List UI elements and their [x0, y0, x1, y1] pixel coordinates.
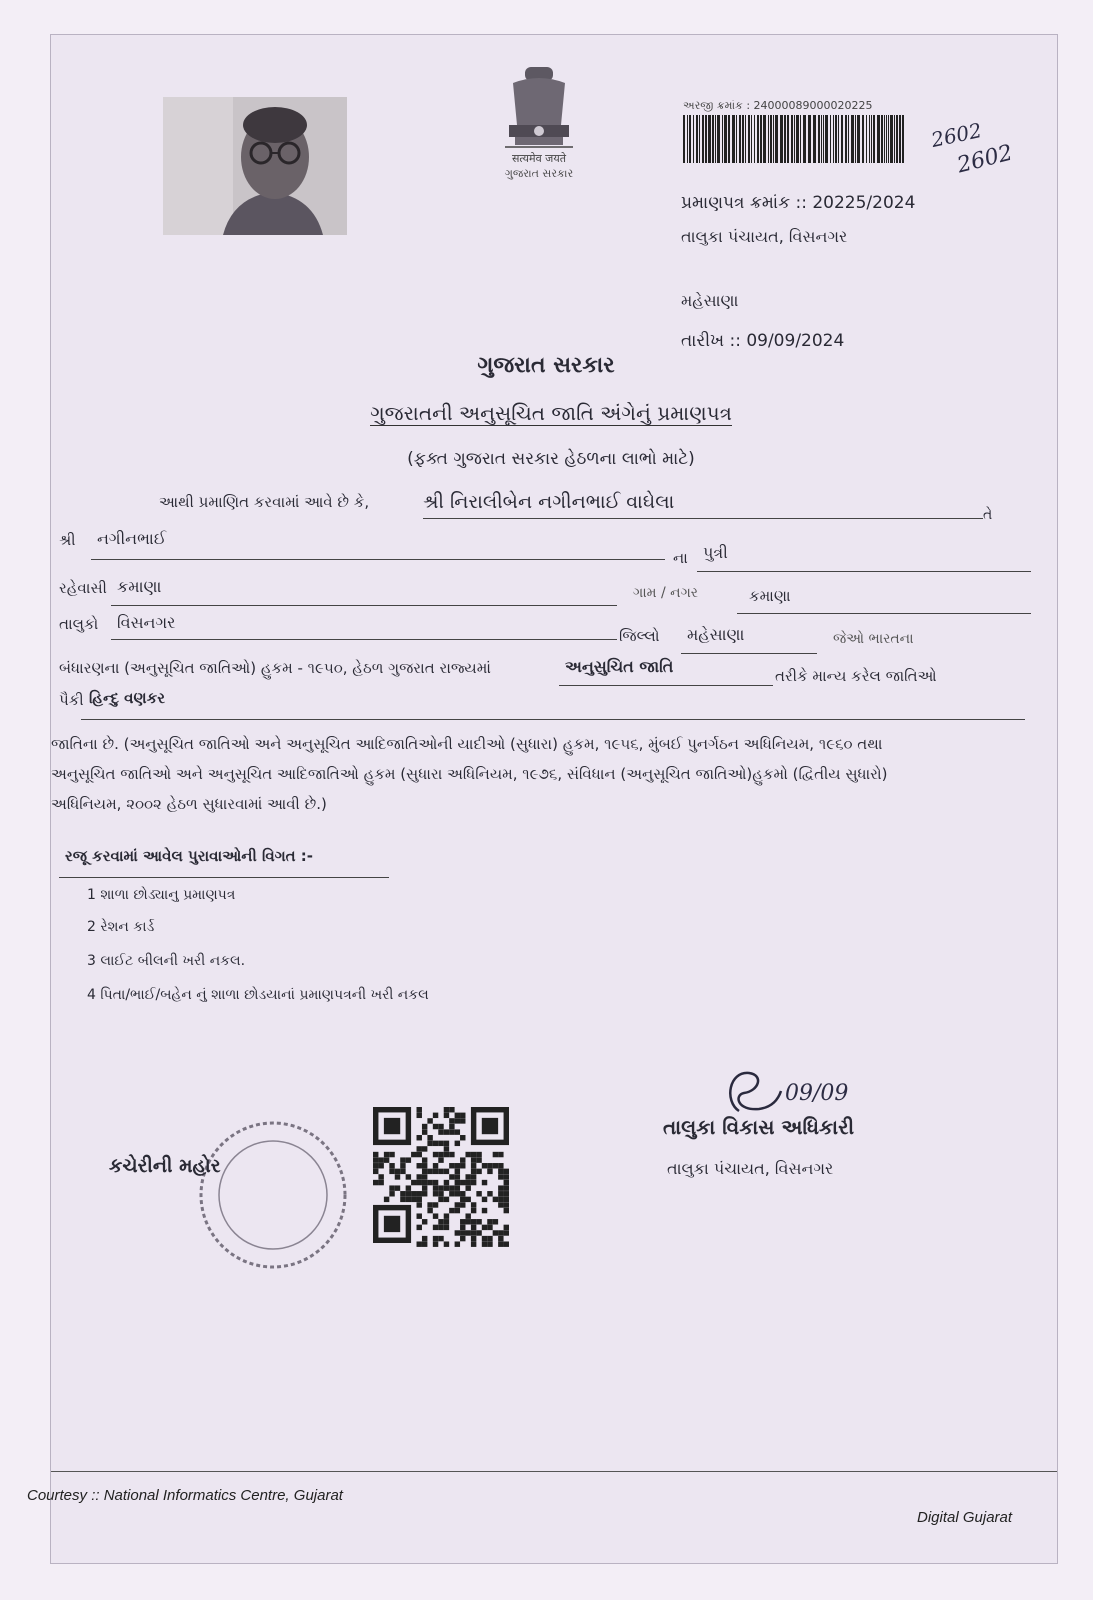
evidence-item-3: 3 લાઈટ બીલની ખરી નકલ.	[87, 953, 246, 969]
resident-label: રહેવાસી	[59, 579, 107, 597]
para-line-3: અધિનિયમ, ૨૦૦૨ હેઠળ સુધારવામાં આવી છે.)	[51, 795, 327, 813]
para-line-2: અનુસૂચિત જાતિઓ અને અનુસૂચિત આદિજાતિઓ હુકમ (સુધારા અધિનિયમ, ૧૯૭૬, સંવિધાન (અનુસૂચિત જાતિઓ)હુકમો (દ્વિતીય સુધારો)	[51, 765, 888, 783]
district-label: જિલ્લો	[619, 627, 660, 645]
certificate-office: તાલુકા પંચાયત, વિસનગર	[681, 227, 848, 246]
village-value: કમાણા	[749, 587, 791, 605]
emblem-motto: सत्यमेव जयते	[511, 152, 566, 165]
heading-subtitle: (ફક્ત ગુજરાત સરકાર હેઠળના લાભો માટે)	[407, 449, 695, 469]
seal-stamp-icon	[161, 1115, 351, 1275]
village-underline	[737, 613, 1031, 614]
among-label: પૈકી	[59, 691, 84, 709]
handwritten-number-2: 2602	[954, 140, 1016, 179]
district-value: મહેસાણા	[687, 625, 745, 644]
office-seal	[109, 1115, 351, 1275]
certificate-page	[27, 34, 1058, 1564]
evidence-heading: રજૂ કરવામાં આવેલ પુરાવાઓની વિગત :-	[65, 847, 314, 865]
legal-paragraph	[51, 729, 1021, 819]
applicant-photo	[163, 97, 347, 235]
constitution-text: બંધારણના (અનુસૂચિત જાતિઓ) હુકમ - ૧૯૫૦, હેઠળ ગુજરાત રાજ્યમાં	[59, 659, 491, 677]
shri-label: શ્રી	[59, 531, 76, 549]
heading-title-wrap	[311, 401, 791, 425]
resident-value: કમાણા	[117, 577, 162, 596]
father-name: નગીનભાઈ	[97, 529, 167, 548]
heading-government: ગુજરાત સરકાર	[477, 353, 615, 378]
state-emblem	[487, 63, 591, 203]
certify-prefix: આથી પ્રમાણિત કરવામાં આવે છે કે,	[159, 493, 370, 511]
india-text: જેઓ ભારતના	[833, 631, 914, 647]
relation-underline	[697, 571, 1031, 572]
certificate-date: તારીખ :: 09/09/2024	[681, 331, 845, 351]
footer-brand: Digital Gujarat	[917, 1509, 1013, 1526]
te-text: તે	[983, 507, 993, 523]
signatory-title: તાલુકા વિકાસ અધિકારી	[663, 1115, 855, 1139]
evidence-item-4: 4 પિતા/ભાઈ/બહેન નું શાળા છોડયાનાં પ્રમાણપત્રની ખરી નકલ	[87, 987, 429, 1003]
evidence-item-2: 2 રેશન કાર્ડ	[87, 919, 155, 935]
na-text: ના	[673, 549, 688, 567]
applicant-name: શ્રી નિરાલીબેન નગીનભાઈ વાઘેલા	[423, 491, 675, 513]
name-underline	[423, 518, 983, 519]
evidence-item-1: 1 શાળા છોડ્યાનુ પ્રમાણપત્ર	[87, 887, 236, 903]
signature-date: 09/09	[785, 1081, 849, 1106]
footer-rule	[51, 1471, 1057, 1472]
barcode	[683, 115, 905, 163]
certificate-number: પ્રમાણપત્ર ક્રમાંક :: 20225/2024	[681, 193, 916, 213]
district-underline	[681, 653, 817, 654]
taluka-label: તાલુકો	[59, 615, 99, 633]
seal-label: કચેરીની મહોર	[109, 1155, 221, 1177]
application-number: અરજી ક્રમાંક : 24000089000020225	[683, 99, 873, 112]
certificate-district: મહેસાણા	[681, 291, 739, 310]
category-underline	[559, 685, 773, 686]
signatory-office: તાલુકા પંચાયત, વિસનગર	[667, 1159, 834, 1178]
signature-icon	[719, 1061, 789, 1121]
taluka-value: વિસનગર	[117, 613, 176, 632]
evidence-underline	[59, 877, 389, 878]
caste-value: હિન્દુ વણકર	[89, 689, 165, 707]
relation-value: પુત્રી	[703, 543, 728, 562]
qr-code	[373, 1107, 509, 1247]
para-line-1: જાતિના છે. (અનુસૂચિત જાતિઓ અને અનુસૂચિત આદિજાતિઓની યાદીઓ (સુધારા) હુકમ, ૧૯૫૬, મુંબઈ પુનર્ગઠન અધિનિયમ, ૧૯૬૦ તથા	[51, 735, 883, 753]
category-value: અનુસુચિત જાતિ	[565, 657, 674, 676]
father-underline	[91, 559, 665, 560]
village-label: ગામ / નગર	[633, 585, 699, 601]
handwritten-number-1: 2602	[929, 117, 984, 153]
caste-underline	[81, 719, 1025, 720]
recognized-text: તરીકે માન્ય કરેલ જાતિઓ	[775, 667, 937, 685]
taluka-underline	[111, 639, 617, 640]
heading-title: ગુજરાતની અનુસૂચિત જાતિ અંગેનું પ્રમાણપત્ર	[370, 401, 732, 425]
emblem-gov-label: ગુજરાત સરકાર	[504, 167, 574, 180]
footer-courtesy: Courtesy :: National Informatics Centre, Gujarat	[27, 1487, 343, 1504]
resident-underline	[111, 605, 617, 606]
